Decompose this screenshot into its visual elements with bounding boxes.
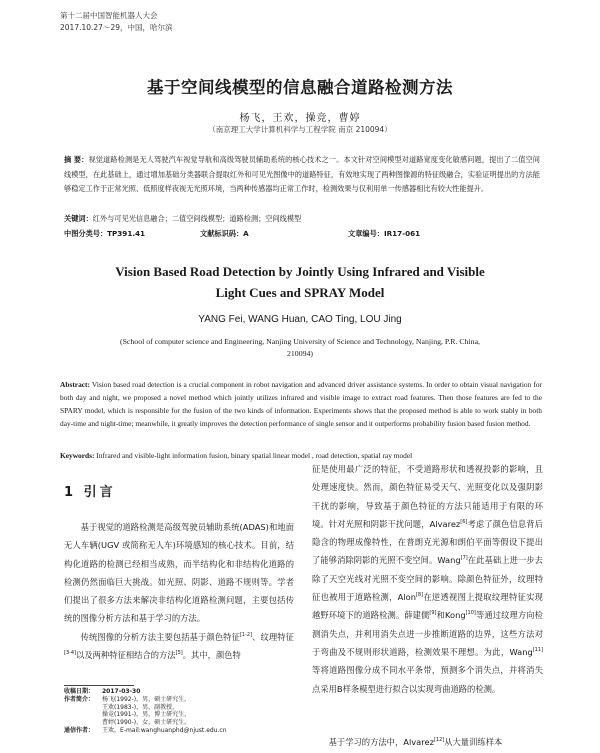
keywords-en-text: Infrared and visible-light information fusion, binary spatial linear model , road detection, spatial ray model xyxy=(96,451,413,460)
author-bio-entry: 王欢(1983-)，男，副教授， xyxy=(102,703,179,711)
abstract-en-label: Abstract: xyxy=(60,380,90,389)
text-run: 征是使用最广泛的特征，不受道路形状和透视投影的影响，且处理速度快。然而，颜色特征易受天气、光照变化以及强阴影干扰的影响，导致基于颜色特征的方法只能适用于有限的环境。针对光照和阴影干扰问题，Alvarez xyxy=(312,464,543,529)
text-run: 以及两种特征相结合的方法 xyxy=(76,650,176,661)
section-heading-introduction: 1 引言 xyxy=(64,485,116,500)
clc-label: 中图分类号： xyxy=(64,229,108,238)
text-run: 基于学习的方法中，Alvarez xyxy=(328,737,434,747)
text-run: 。其中，颜色特 xyxy=(182,650,241,661)
text-run: 在逆透视图上提取纹理特征实现越野环境下的道路检测。薛建儒 xyxy=(312,592,543,621)
author-bio-entry: 操竞(1991-)，男，博士研究生， xyxy=(102,711,191,719)
affiliation-cn: （南京理工大学计算机科学与工程学院 南京 210094） xyxy=(208,125,392,134)
keywords-cn xyxy=(64,211,540,226)
text-run: 、纹理特征 xyxy=(252,631,294,642)
authors-en: YANG Fei, WANG Huan, CAO Ting, LOU Jing xyxy=(198,314,402,325)
keywords-en-label: Keywords: xyxy=(60,451,95,460)
body-right-column xyxy=(312,460,543,698)
abstract-cn-label: 摘 要： xyxy=(64,155,89,164)
citation: [11] xyxy=(532,647,543,654)
classification-row xyxy=(64,226,540,241)
citation: [7] xyxy=(460,555,468,562)
text-run: 等将道路图像分成不同水平条带，预测多个消失点，并将消失点采用B样条模型进行拟合以实现弯曲道路的检测。 xyxy=(312,665,543,694)
abstract-cn xyxy=(64,153,540,197)
citation: [10] xyxy=(465,610,476,617)
author-bio-label: 作者简介： xyxy=(64,695,95,703)
text-run: 在此基础上进一步去除了天空光线对光照不变空间的影响。除颜色特征外，纹理特征也被用于道路检测，Alon xyxy=(312,555,543,603)
citation: [1-2] xyxy=(239,632,253,639)
text-run: 传统图像的分析方法主要包括基于颜色特征 xyxy=(80,631,240,642)
intro-paragraph-1: 基于视觉的道路检测是高级驾驶员辅助系统(ADAS)和地面无人车辆(UGV 或简称无人车)环境感知的核心技术。目前，结构化道路的检测已经相当成熟，而半结构化和非结构化道路的检测仍然面临巨大挑战。如光照、阴影、道路不规则等。学者们提出了很多方法来解决非结构化道路检测问题，主要包括传统的图像分析方法和基于学习的方法。 xyxy=(64,522,294,624)
text-run: 从大量训练样本 xyxy=(444,737,503,747)
intro-paragraph-2-continued xyxy=(312,460,543,698)
author-bio xyxy=(64,719,294,727)
text-run: 等通过纹理方向检测消失点，并利用消失点进一步推断道路的边界，这些方法对于弯曲及不规则形状道路，检测效果不理想。为此，Wang xyxy=(312,610,543,657)
conference-date-place: 2017.10.27～29，中国，哈尔滨 xyxy=(60,23,173,32)
keywords-cn-label: 关键词： xyxy=(64,214,93,223)
citation: [12] xyxy=(433,737,445,744)
footnotes xyxy=(64,688,294,735)
corresponding-author-label: 通信作者： xyxy=(64,726,95,734)
paper-title-cn: 基于空间线模型的信息融合道路检测方法 xyxy=(147,78,453,97)
citation: [8] xyxy=(415,592,424,599)
keywords-cn-text: 红外与可见光信息融合；二值空间线模型；道路检测；空间线模型 xyxy=(92,214,302,223)
affiliation-en: (School of computer science and Engineering, Nanjing University of Science and Technology, Nanjing, P.R. China, 210094) xyxy=(120,337,480,358)
intro-paragraph-2 xyxy=(64,628,294,665)
conference-name: 第十二届中国智能机器人大会 xyxy=(60,11,158,20)
corresponding-author-email: 王欢，E-mail:wanghuanphd@njust.edu.cn xyxy=(102,726,227,734)
text-run: 和Kong xyxy=(436,610,466,621)
clc-value: TP391.41 xyxy=(107,229,146,238)
article-number-label: 文章编号： xyxy=(348,229,384,238)
citation: [9] xyxy=(429,610,437,617)
author-bio xyxy=(64,696,294,704)
citation: [5] xyxy=(175,650,183,657)
paper-title-en xyxy=(0,261,600,303)
authors-cn: 杨飞，王欢，操竞，曹婷 xyxy=(239,113,361,124)
citation: [6] xyxy=(460,519,468,526)
conference-header xyxy=(60,10,173,34)
intro-paragraph-3 xyxy=(312,734,543,750)
abstract-en-text: Vision based road detection is a crucial component in robot navigation and advanced driver assistance systems. In order to obtain visual navigation for both day and night, we proposed a novel method which jointly utilizes infrared and visible image to extract road features. Then those features are fed to the SPARY model, which is responsible for the fusion of the two kinds of information. Experiments shows that the proposed method is able to work stably in both day-time and night-time; meanwhile, it greatly improves the detection performance of single sensor and it outperforms probability fusion based fusion method. xyxy=(60,380,542,428)
paper-title-en-line1: Vision Based Road Detection by Jointly Using Infrared and Visible xyxy=(115,264,485,279)
citation: [3-4] xyxy=(64,650,77,657)
author-bio-entry: 杨飞(1992-)，男，硕士研究生， xyxy=(102,695,191,703)
footnote-divider xyxy=(64,685,134,686)
body-left-column xyxy=(64,518,294,664)
doc-code xyxy=(200,226,348,241)
article-number xyxy=(348,226,420,241)
text-run: 考虑了颜色信息背后隐含的物理成像特性，在普朗克光源和朗伯平面等假设下提出了能够消除阴影的光照不变空间。Wang xyxy=(312,518,543,566)
received-date xyxy=(64,688,294,696)
abstract-cn-text: 视觉道路检测是无人驾驶汽车视觉导航和高级驾驶员辅助系统的核心技术之一。本文针对空间模型对道路宽度变化敏感问题，提出了二值空间线模型，在此基础上，通过增加基础分类器联合提取红外和可见光图像中的道路特征，有效地实现了两种图像源的特征级融合，实验证明提出的方法能够稳定工作于正常光照、低照度样夜视无光照环境，当两种传感器均正常工作时，检测效果与仅利用单一传感器相比有较大性能提升。 xyxy=(64,155,540,193)
doc-code-value: A xyxy=(243,229,249,238)
received-value: 2017-03-30 xyxy=(102,688,141,695)
corresponding-author xyxy=(64,727,294,735)
paper-title-en-line2: Light Cues and SPRAY Model xyxy=(215,285,385,300)
clc-number xyxy=(64,226,200,241)
abstract-en xyxy=(60,378,542,430)
doc-code-label: 文献标识码： xyxy=(200,229,244,238)
metadata-cn xyxy=(64,211,540,241)
article-number-value: IR17-061 xyxy=(383,229,421,238)
author-bio-entry: 曹婷(1990-)，女，硕士研究生。 xyxy=(102,719,191,727)
received-label: 收稿日期： xyxy=(64,688,95,695)
